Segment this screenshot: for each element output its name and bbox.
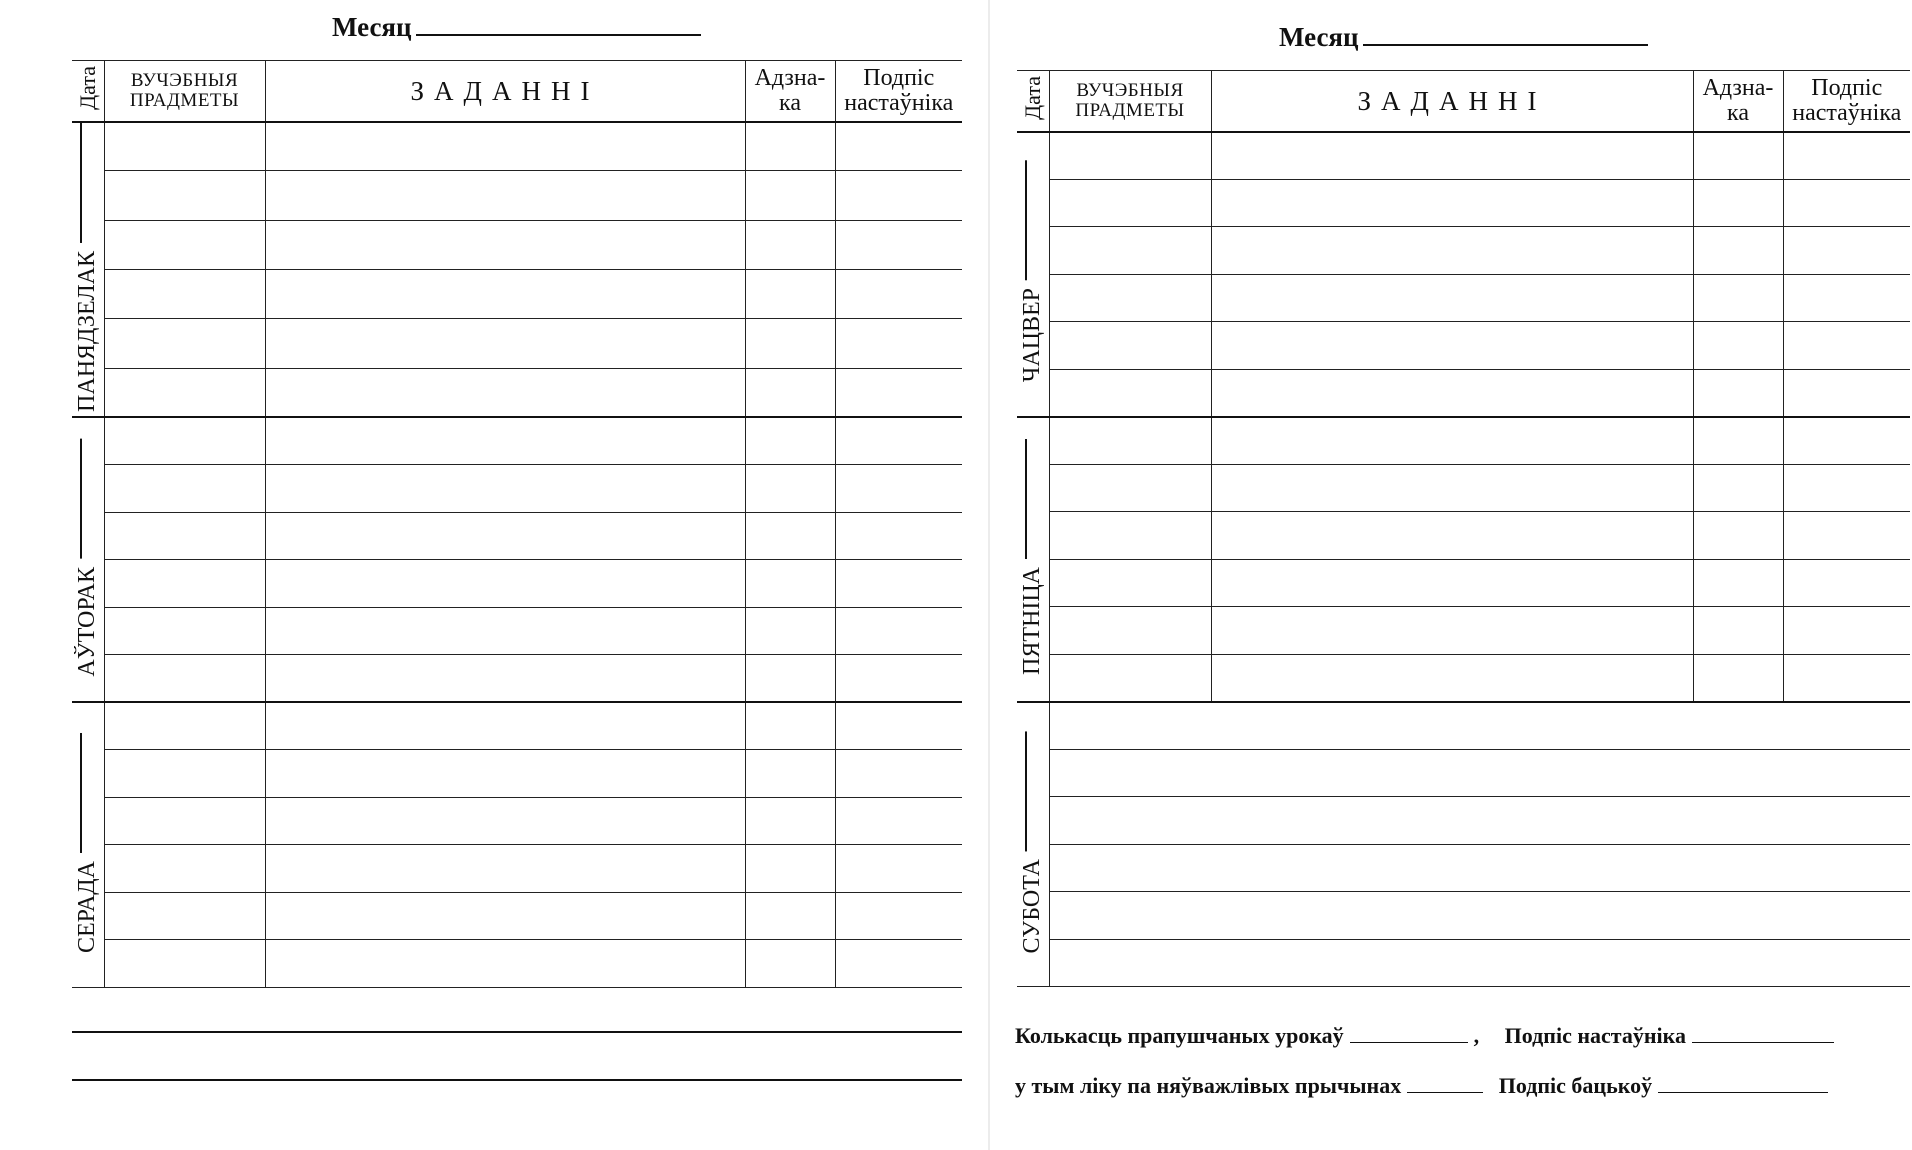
day-label: ПЯТНІЦА [1019, 439, 1046, 675]
teacher-sign-cell[interactable] [1783, 559, 1910, 607]
task-cell[interactable] [1211, 417, 1693, 465]
grade-cell[interactable] [745, 845, 835, 893]
lesson-row [72, 845, 962, 893]
subject-cell[interactable] [104, 269, 265, 318]
lesson-row [1017, 417, 1910, 465]
task-cell[interactable] [1211, 274, 1693, 322]
teacher-sign-cell[interactable] [835, 655, 962, 703]
grade-cell[interactable] [745, 368, 835, 417]
grade-cell[interactable] [1693, 417, 1783, 465]
task-cell[interactable] [265, 702, 745, 750]
subject-cell[interactable] [104, 940, 265, 988]
task-cell[interactable] [265, 171, 745, 220]
subject-cell[interactable] [1049, 322, 1211, 370]
task-cell[interactable] [1211, 559, 1693, 607]
date-blank[interactable] [1026, 160, 1028, 280]
unexcused-field[interactable] [1407, 1091, 1483, 1093]
subject-cell[interactable] [1049, 179, 1211, 227]
teacher-sign-cell[interactable] [835, 892, 962, 940]
lesson-row [1017, 559, 1910, 607]
lesson-row [1017, 227, 1910, 275]
saturday-row [1017, 749, 1910, 797]
grade-cell[interactable] [1693, 512, 1783, 560]
subject-cell[interactable] [1049, 464, 1211, 512]
lesson-row [72, 122, 962, 171]
grade-cell[interactable] [1693, 274, 1783, 322]
saturday-row [1017, 844, 1910, 892]
missed-lessons-label: Колькасць прапушчаных урокаў [1015, 1023, 1344, 1048]
teacher-sign-cell[interactable] [835, 560, 962, 608]
grade-cell[interactable] [1693, 464, 1783, 512]
missed-lessons-field[interactable] [1350, 1041, 1468, 1043]
subject-cell[interactable] [104, 465, 265, 513]
lesson-row [1017, 464, 1910, 512]
task-cell[interactable] [1211, 464, 1693, 512]
teacher-sign-cell[interactable] [835, 171, 962, 220]
teacher-sign-cell[interactable] [835, 417, 962, 465]
lesson-row [72, 607, 962, 655]
grade-cell[interactable] [1693, 654, 1783, 702]
grade-cell[interactable] [1693, 132, 1783, 180]
task-cell[interactable] [265, 368, 745, 417]
grade-cell[interactable] [1693, 227, 1783, 275]
grade-cell[interactable] [1693, 322, 1783, 370]
unexcused-line [1015, 1073, 1834, 1099]
grade-cell[interactable] [1693, 369, 1783, 417]
grade-cell[interactable] [745, 607, 835, 655]
unexcused-label: у тым ліку па няўважлівых прычынах [1015, 1073, 1402, 1098]
day-cell[interactable] [1017, 702, 1049, 987]
header-teacher-sign: Подпіс настаўніка [1783, 71, 1910, 132]
lesson-row [72, 655, 962, 703]
lesson-row [1017, 607, 1910, 655]
lesson-row [72, 465, 962, 513]
grade-cell[interactable] [745, 220, 835, 269]
saturday-row [1017, 702, 1910, 750]
grade-cell[interactable] [745, 940, 835, 988]
subject-cell[interactable] [1049, 417, 1211, 465]
header-subjects: ВУЧЭБНЫЯ ПРАДМЕТЫ [104, 61, 265, 122]
grade-cell[interactable] [745, 122, 835, 171]
saturday-row [1017, 797, 1910, 845]
teacher-sign-cell[interactable] [1783, 369, 1910, 417]
task-cell[interactable] [265, 319, 745, 368]
parent-sign-label: Подпіс бацькоў [1498, 1073, 1653, 1098]
notes-line[interactable] [72, 1031, 962, 1033]
teacher-sign-cell[interactable] [1783, 227, 1910, 275]
teacher-sign-cell[interactable] [1783, 322, 1910, 370]
task-cell[interactable] [265, 797, 745, 845]
saturday-line[interactable] [1049, 844, 1910, 892]
saturday-line[interactable] [1049, 939, 1910, 987]
teacher-sign-label: Подпіс настаўніка [1504, 1023, 1686, 1048]
header-subjects: ВУЧЭБНЫЯ ПРАДМЕТЫ [1049, 71, 1211, 132]
subject-cell[interactable] [1049, 369, 1211, 417]
task-cell[interactable] [1211, 607, 1693, 655]
diary-table-right [1017, 70, 1910, 987]
subject-cell[interactable] [104, 512, 265, 560]
lesson-row [72, 940, 962, 988]
grade-cell[interactable] [1693, 559, 1783, 607]
header-tasks: ЗАДАННІ [265, 61, 745, 122]
subject-cell[interactable] [1049, 559, 1211, 607]
lesson-row [1017, 322, 1910, 370]
subject-cell[interactable] [104, 368, 265, 417]
teacher-sign-cell[interactable] [835, 797, 962, 845]
comma: , [1473, 1023, 1480, 1048]
lesson-row [1017, 654, 1910, 702]
month-field-left[interactable] [332, 12, 701, 43]
notes-line[interactable] [72, 1079, 962, 1081]
grade-cell[interactable] [745, 560, 835, 608]
date-blank[interactable] [81, 733, 83, 853]
grade-cell[interactable] [745, 702, 835, 750]
teacher-sign-cell[interactable] [835, 269, 962, 318]
task-cell[interactable] [265, 560, 745, 608]
teacher-sign-cell[interactable] [835, 465, 962, 513]
task-cell[interactable] [265, 940, 745, 988]
lesson-row [1017, 132, 1910, 180]
saturday-line[interactable] [1049, 702, 1910, 750]
date-blank[interactable] [81, 439, 83, 559]
subject-cell[interactable] [1049, 654, 1211, 702]
subject-cell[interactable] [1049, 607, 1211, 655]
grade-cell[interactable] [745, 465, 835, 513]
header-teacher-sign: Подпіс настаўніка [835, 61, 962, 122]
teacher-sign-cell[interactable] [835, 220, 962, 269]
saturday-line[interactable] [1049, 797, 1910, 845]
lesson-row [1017, 179, 1910, 227]
task-cell[interactable] [1211, 227, 1693, 275]
teacher-sign-cell[interactable] [835, 845, 962, 893]
lesson-row [72, 702, 962, 750]
subject-cell[interactable] [1049, 274, 1211, 322]
lesson-row [72, 171, 962, 220]
task-cell[interactable] [265, 845, 745, 893]
grade-cell[interactable] [745, 269, 835, 318]
teacher-sign-cell[interactable] [835, 319, 962, 368]
task-cell[interactable] [265, 655, 745, 703]
lesson-row [72, 319, 962, 368]
saturday-row [1017, 892, 1910, 940]
task-cell[interactable] [1211, 132, 1693, 180]
subject-cell[interactable] [104, 122, 265, 171]
lesson-row [1017, 512, 1910, 560]
lesson-row [72, 417, 962, 465]
parent-sign-field[interactable] [1658, 1091, 1828, 1093]
day-cell[interactable] [72, 122, 104, 418]
task-cell[interactable] [265, 122, 745, 171]
header-date: Дата [72, 61, 104, 122]
task-cell[interactable] [265, 465, 745, 513]
grade-cell[interactable] [745, 892, 835, 940]
task-cell[interactable] [265, 892, 745, 940]
subject-cell[interactable] [1049, 227, 1211, 275]
task-cell[interactable] [265, 512, 745, 560]
day-cell[interactable] [1017, 132, 1049, 417]
subject-cell[interactable] [1049, 512, 1211, 560]
teacher-sign-cell[interactable] [1783, 512, 1910, 560]
day-cell[interactable] [72, 702, 104, 987]
teacher-sign-cell[interactable] [1783, 274, 1910, 322]
grade-cell[interactable] [1693, 179, 1783, 227]
subject-cell[interactable] [104, 702, 265, 750]
subject-cell[interactable] [104, 892, 265, 940]
page-fold [988, 0, 990, 1150]
missed-lessons-line [1015, 1023, 1840, 1049]
saturday-row [1017, 939, 1910, 987]
day-label: СУБОТА [1019, 731, 1046, 953]
month-field-right[interactable] [1279, 22, 1648, 53]
task-cell[interactable] [1211, 179, 1693, 227]
date-blank[interactable] [1026, 731, 1028, 851]
subject-cell[interactable] [104, 171, 265, 220]
teacher-sign-cell[interactable] [835, 368, 962, 417]
lesson-row [72, 750, 962, 798]
teacher-sign-cell[interactable] [835, 607, 962, 655]
header-grade: Адзна- ка [1693, 71, 1783, 132]
task-cell[interactable] [265, 220, 745, 269]
saturday-line[interactable] [1049, 749, 1910, 797]
teacher-sign-cell[interactable] [1783, 179, 1910, 227]
teacher-sign-cell[interactable] [1783, 464, 1910, 512]
header-tasks: ЗАДАННІ [1211, 71, 1693, 132]
grade-cell[interactable] [745, 171, 835, 220]
subject-cell[interactable] [104, 417, 265, 465]
lesson-row [72, 269, 962, 318]
teacher-sign-cell[interactable] [835, 512, 962, 560]
teacher-sign-cell[interactable] [1783, 132, 1910, 180]
month-label: Месяц [332, 12, 412, 42]
lesson-row [72, 892, 962, 940]
subject-cell[interactable] [104, 845, 265, 893]
header-grade: Адзна- ка [745, 61, 835, 122]
teacher-sign-cell[interactable] [1783, 417, 1910, 465]
grade-cell[interactable] [745, 750, 835, 798]
day-label: СЕРАДА [74, 733, 101, 953]
lesson-row [72, 797, 962, 845]
day-label: ПАНЯДЗЕЛАК [74, 123, 101, 412]
task-cell[interactable] [1211, 512, 1693, 560]
lesson-row [72, 368, 962, 417]
subject-cell[interactable] [104, 655, 265, 703]
subject-cell[interactable] [104, 750, 265, 798]
subject-cell[interactable] [104, 797, 265, 845]
subject-cell[interactable] [104, 220, 265, 269]
teacher-sign-cell[interactable] [1783, 654, 1910, 702]
teacher-sign-cell[interactable] [835, 122, 962, 171]
month-blank[interactable] [1363, 42, 1648, 46]
task-cell[interactable] [1211, 654, 1693, 702]
header-date: Дата [1017, 71, 1049, 132]
grade-cell[interactable] [745, 797, 835, 845]
lesson-row [72, 512, 962, 560]
subject-cell[interactable] [1049, 132, 1211, 180]
month-label: Месяц [1279, 22, 1359, 52]
day-label: ЧАЦВЕР [1019, 160, 1046, 382]
diary-table-left [72, 60, 962, 988]
task-cell[interactable] [265, 269, 745, 318]
subject-cell[interactable] [104, 607, 265, 655]
grade-cell[interactable] [745, 655, 835, 703]
teacher-sign-field[interactable] [1692, 1041, 1834, 1043]
task-cell[interactable] [265, 417, 745, 465]
teacher-sign-cell[interactable] [1783, 607, 1910, 655]
day-cell[interactable] [1017, 417, 1049, 702]
task-cell[interactable] [1211, 369, 1693, 417]
task-cell[interactable] [1211, 322, 1693, 370]
teacher-sign-cell[interactable] [835, 940, 962, 988]
date-blank[interactable] [81, 123, 83, 243]
saturday-line[interactable] [1049, 892, 1910, 940]
teacher-sign-cell[interactable] [835, 702, 962, 750]
day-label: АЎТОРАК [74, 439, 101, 677]
date-blank[interactable] [1026, 439, 1028, 559]
month-blank[interactable] [416, 32, 701, 36]
subject-cell[interactable] [104, 560, 265, 608]
lesson-row [1017, 369, 1910, 417]
lesson-row [1017, 274, 1910, 322]
task-cell[interactable] [265, 750, 745, 798]
grade-cell[interactable] [745, 417, 835, 465]
lesson-row [72, 220, 962, 269]
day-cell[interactable] [72, 417, 104, 702]
teacher-sign-cell[interactable] [835, 750, 962, 798]
lesson-row [72, 560, 962, 608]
subject-cell[interactable] [104, 319, 265, 368]
grade-cell[interactable] [1693, 607, 1783, 655]
task-cell[interactable] [265, 607, 745, 655]
grade-cell[interactable] [745, 512, 835, 560]
grade-cell[interactable] [745, 319, 835, 368]
